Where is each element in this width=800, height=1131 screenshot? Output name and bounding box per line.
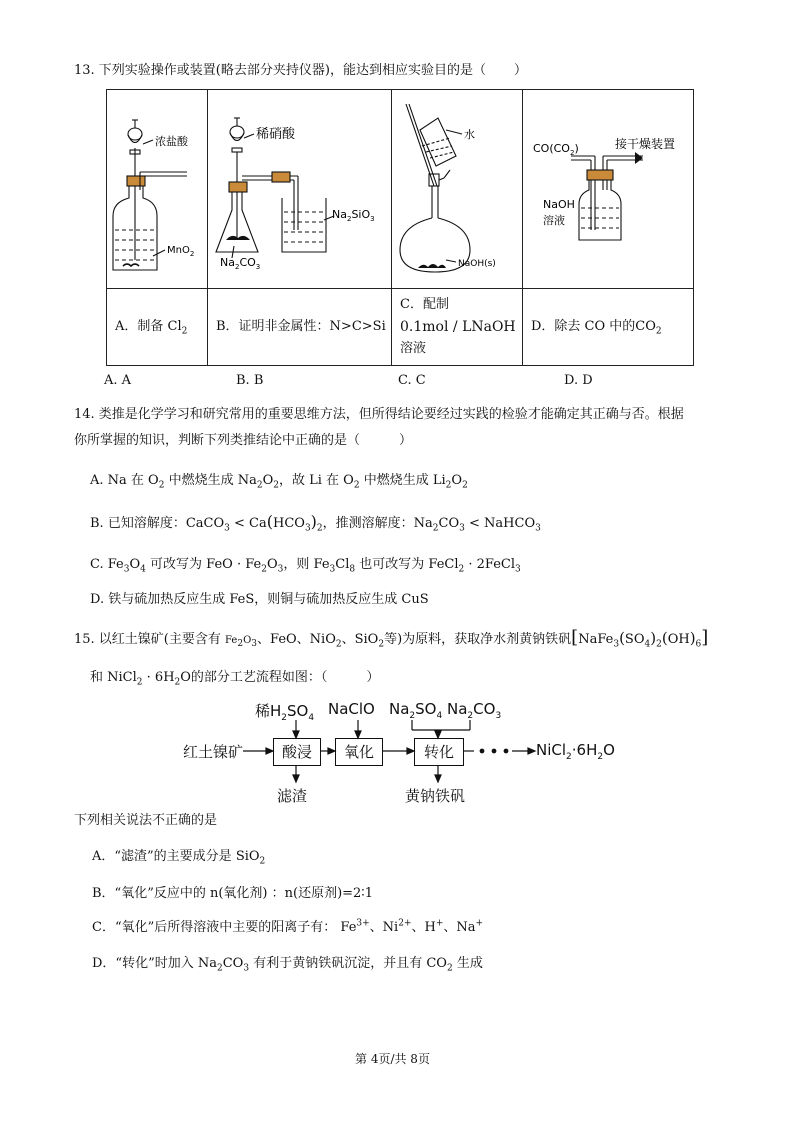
reagent-na2so4: $Na_2SO_4$ [389, 700, 443, 721]
q14-option-d[interactable]: D. 铁与硫加热反应生成 FeS，则铜与硫加热反应生成 CuS [90, 592, 429, 607]
q13-stem: 13. 下列实验操作或装置(略去部分夹持仪器)，能达到相应实验目的是（ ） [74, 63, 527, 78]
reagent-na2co3: $Na_2CO_3$ [447, 700, 502, 721]
q15-option-a[interactable]: A．“滤渣”的主要成分是 SiO$_2$ [92, 849, 266, 867]
label-co-co2: $CO(CO_2)$ [533, 142, 579, 157]
label-water: 水 [464, 128, 475, 141]
reagent-naclo: NaClO [328, 700, 375, 718]
caption-d: D．除去 CO 中的$CO_2$ [523, 289, 694, 366]
reagent-dilute-h2so4: 稀$H_2SO_4$ [255, 702, 315, 723]
caption-a: A．制备 $Cl_2$ [107, 289, 208, 366]
label-dilute-hno3: 稀硝酸 [256, 127, 296, 142]
q13-option-a[interactable]: A. A [104, 373, 132, 388]
flow-step-oxidize: 氧化 [335, 738, 383, 766]
q14-option-b[interactable]: B. 已知溶解度：CaCO$_3$ < $Ca(HCO_3)_2$，推测溶解度：$Na_2CO_3$ < NaHCO$_3$ [90, 512, 541, 534]
page-footer: 第 4页/共 8页 [355, 1052, 430, 1066]
label-naoh: NaOH [543, 198, 575, 211]
q14-option-c[interactable]: C. $Fe_3O_4$ 可改写为 FeO · $Fe_2O_3$，则 $Fe_3Cl_8$ 也可改写为 FeCl$_2$ · 2FeCl$_3$ [90, 557, 521, 575]
label-naoh-solid: NaOH(s) [458, 259, 496, 269]
q14-option-a[interactable]: A. Na 在 $O_2$ 中燃烧生成 $Na_2O_2$，故 Li 在 $O_2$ 中燃烧生成 $Li_2O_2$ [90, 473, 468, 491]
caption-c: C．配制 0.1mol / LNaOH 溶液 [392, 289, 523, 366]
q13-option-c[interactable]: C. C [398, 373, 426, 388]
label-to-drying: 接干燥装置 [615, 137, 676, 151]
q13-option-b[interactable]: B. B [236, 373, 264, 388]
q15-option-d[interactable]: D．“转化”时加入 $Na_2CO_3$ 有利于黄钠铁矾沉淀，并且有 $CO_2$ 生成 [92, 956, 483, 974]
q14-stem-line2: 你所掌握的知识，判断下列类推结论中正确的是（ ） [74, 433, 413, 448]
q15-lead: 下列相关说法不正确的是 [74, 813, 218, 828]
flow-step-acid-leach: 酸浸 [273, 738, 321, 766]
label-conc-hcl: 浓盐酸 [155, 135, 188, 148]
label-na2sio3: $Na_2SiO_3$ [332, 208, 375, 223]
flow-product-nicl2: $NiCl_2\cdot 6H_2O$ [536, 741, 615, 762]
flow-byproduct-jarosite: 黄钠铁矾 [405, 787, 466, 805]
label-mno2: MnO$_2$ [167, 245, 195, 258]
q15-option-b[interactable]: B．“氧化”反应中的 n(氧化剂) ：n(还原剂)=2∶1 [92, 886, 373, 901]
flow-step-convert: 转化 [414, 738, 464, 766]
q13-option-d[interactable]: D. D [564, 373, 593, 388]
label-na2co3: $Na_2CO_3$ [220, 256, 261, 271]
q15-stem-line1: 15. 以红土镍矿(主要含有 $Fe_2O_3$、FeO、NiO$_2$、SiO$_2$等)为原料，获取净水剂黄钠铁矾$[NaFe_3(SO_4)_2(OH)_6]$ [74, 627, 709, 650]
q15-option-c[interactable]: C．“氧化”后所得溶液中主要的阳离子有： $Fe^{3+}$、$Ni^{2+}$、H+、Na+ [92, 918, 484, 935]
flow-start-ore: 红土镍矿 [183, 743, 244, 761]
q15-stem-line2: 和 NiCl$_2$ · $6H_2O$的部分工艺流程如图：（ ） [90, 670, 380, 688]
caption-b: B．证明非金属性：N>C>Si [208, 289, 392, 366]
flow-byproduct-residue: 滤渣 [277, 787, 308, 805]
label-solution: 溶液 [543, 214, 565, 227]
q14-stem-line1: 14. 类推是化学学习和研究常用的重要思维方法，但所得结论要经过实践的检验才能确定其正确与否。根据 [74, 407, 684, 422]
